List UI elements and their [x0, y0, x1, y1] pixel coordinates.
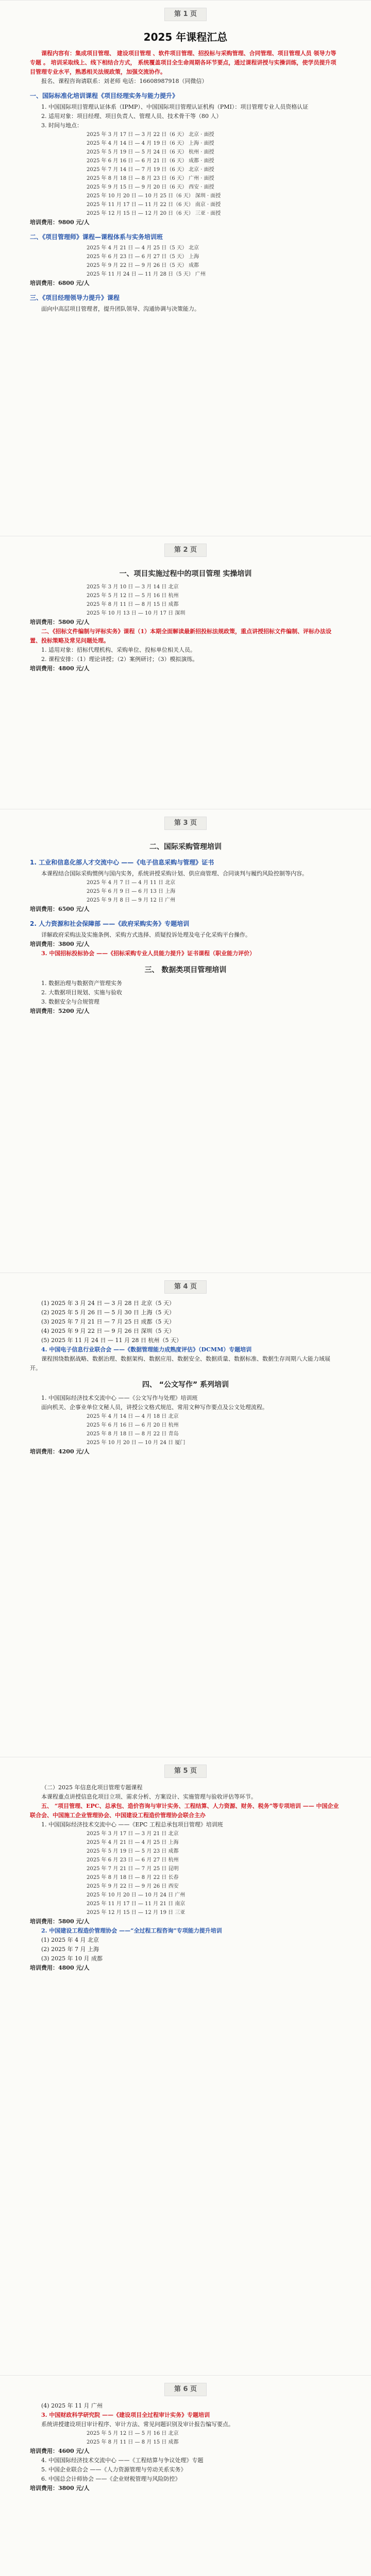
fee-label: 培训费用：5800 元/人: [30, 619, 90, 625]
paragraph: 3. 数据安全与合规管理: [41, 998, 99, 1005]
schedule-line: 2025 年 10 月 13 日 — 10 月 17 日 深圳: [87, 611, 185, 616]
schedule-line: 2025 年 9 月 15 日 — 9 月 20 日（6 天） 西安 · 面授: [87, 184, 214, 190]
paragraph: 1. 数据治理与数据资产管理实务: [41, 980, 122, 987]
paragraph: (3) 2025 年 10 月 成都: [41, 1955, 103, 1962]
highlight-paragraph: 3. 中国招标投标协会 ——《招标采购专业人员能力提升》证书课程（职业能力评价）: [41, 950, 256, 957]
schedule-line: 2025 年 10 月 20 日 — 10 月 24 日 厦门: [87, 1440, 185, 1446]
fee-label: 培训费用：9800 元/人: [30, 219, 90, 226]
schedule-line: 2025 年 8 月 18 日 — 8 月 23 日（6 天） 广州 · 面授: [87, 176, 214, 181]
paragraph: 1. 适用对象：招标代理机构、采购单位、投标单位相关人员。: [41, 647, 196, 653]
paragraph: 本课程结合国际采购惯例与国内实务，系统讲授采购计划、供应商管理、合同谈判与履约风险控制等内容。: [41, 870, 308, 877]
schedule-line: 2025 年 8 月 18 日 — 8 月 22 日 青岛: [87, 1431, 179, 1437]
schedule-line: 2025 年 11 月 17 日 — 11 月 22 日（6 天） 南京 · 面授: [87, 202, 221, 208]
schedule-line: 2025 年 5 月 19 日 — 5 月 23 日 成都: [87, 1849, 179, 1854]
paragraph: 2. 课程安排：（1）理论讲授；（2）案例研讨；（3）模拟演练。: [41, 656, 198, 663]
fee-label: 培训费用：3800 元/人: [30, 941, 90, 947]
highlight-paragraph: 课程内容有：集成项目管理、 建设项目管理 、软件项目管理、招投标与采购管理、合同管理、项目管理人员 领导力等专题 。 培训采取线上、线下相结合方式， 系统覆盖项目全生命周期各环节要点，通过课程讲授与实操训练，使学员提升项目管理专业水平，熟悉相关法规政策，加强交流协作。: [30, 50, 336, 75]
schedule-line: 2025 年 6 月 23 日 — 6 月 27 日（5 天） 上海: [87, 254, 199, 260]
schedule-line: 2025 年 4 月 21 日 — 4 月 25 日（5 天） 北京: [87, 245, 199, 251]
paragraph: 2. 适用对象：项目经理、项目负责人、管理人员、技术骨干等（80 人）: [41, 113, 222, 120]
fee-label: 培训费用：5800 元/人: [30, 1918, 90, 1925]
page-number-tag: [0, 1, 371, 21]
page-number-tag: [0, 809, 371, 830]
page-number: 第 5 页: [164, 1765, 207, 1778]
paragraph: （二）2025 年信息化项目管理专题课程: [41, 1784, 143, 1791]
schedule-line: 2025 年 11 月 24 日 — 11 月 28 日（5 天） 广州: [87, 272, 206, 277]
page-content: [0, 557, 371, 673]
fee-label: 培训费用：6800 元/人: [30, 280, 90, 286]
document-title: 2025 年课程汇总: [143, 31, 228, 43]
schedule-line: 2025 年 11 月 17 日 — 11 月 21 日 南京: [87, 1901, 185, 1907]
schedule-line: 2025 年 6 月 23 日 — 6 月 27 日 杭州: [87, 1857, 179, 1863]
paragraph: 5. 中国企业联合会 ——《人力资源管理与劳动关系实务》: [41, 2466, 187, 2473]
page-number: 第 2 页: [164, 544, 207, 557]
blue-heading: 2. 中国建设工程造价管理协会 ——“全过程工程咨询”专项能力提升培训: [41, 1927, 222, 1934]
paragraph: (3) 2025 年 7 月 21 日 — 7 月 25 日 成都（5 天）: [41, 1318, 175, 1325]
schedule-line: 2025 年 5 月 12 日 — 5 月 16 日 北京: [87, 2431, 179, 2436]
fee-label: 培训费用：5200 元/人: [30, 1008, 90, 1014]
paragraph: 1. 中国国际经济技术交流中心 ——《EPC 工程总承包项目管理》培训班: [41, 1821, 223, 1828]
schedule-line: 2025 年 3 月 17 日 — 3 月 21 日 北京: [87, 1831, 179, 1837]
schedule-line: 2025 年 9 月 8 日 — 9 月 12 日 广州: [87, 897, 176, 903]
section-heading: 三、《项目经理领导力提升》课程: [30, 294, 120, 301]
schedule-line: 2025 年 4 月 7 日 — 4 月 11 日 北京: [87, 880, 176, 886]
page-section: [0, 0, 371, 536]
paragraph: 面向中高层项目管理者，提升团队领导、沟通协调与决策能力。: [41, 306, 200, 312]
paragraph: 2. 大数据项目规划、实施与验收: [41, 989, 122, 996]
chapter-heading: 二、国际采购管理培训: [149, 843, 222, 851]
schedule-line: 2025 年 4 月 14 日 — 4 月 18 日 北京: [87, 1414, 179, 1419]
section-heading: 1. 工业和信息化部人才交流中心 ——《电子信息采购与管理》证书: [30, 859, 214, 866]
paragraph: (1) 2025 年 4 月 北京: [41, 1937, 99, 1943]
section-heading: 二、《项目管理师》课程—课程体系与实务培训班: [30, 233, 163, 241]
page-number-tag: [0, 1757, 371, 1778]
page-section: [0, 809, 371, 1273]
page-number-tag: [0, 536, 371, 557]
schedule-line: 2025 年 9 月 22 日 — 9 月 26 日（5 天） 成都: [87, 263, 199, 268]
paragraph: 4. 中国国际经济技术交流中心 ——《工程结算与争议处理》专题: [41, 2457, 204, 2464]
paragraph: 3. 时间与地点：: [41, 122, 82, 129]
paragraph: 6. 中国总会计师协会 ——《企业财税管理与风险防控》: [41, 2476, 181, 2482]
fee-label: 培训费用：3800 元/人: [30, 2485, 90, 2492]
chapter-heading: 四、 “公文写作” 系列培训: [142, 1381, 229, 1389]
schedule-line: 2025 年 12 月 15 日 — 12 月 20 日（6 天） 三亚 · 面授: [87, 211, 221, 216]
schedule-line: 2025 年 3 月 10 日 — 3 月 14 日 北京: [87, 584, 179, 590]
blue-heading: 4. 中国电子信息行业联合会 ——《数据管理能力成熟度评估》（DCMM）专题培训: [41, 1346, 252, 1353]
paragraph: (4) 2025 年 11 月 广州: [41, 2402, 103, 2409]
schedule-line: 2025 年 3 月 17 日 — 3 月 22 日（6 天） 北京 · 面授: [87, 132, 214, 138]
schedule-line: 2025 年 10 月 20 日 — 10 月 25 日（6 天） 深圳 · 面授: [87, 193, 221, 199]
paragraph: (1) 2025 年 3 月 24 日 — 3 月 28 日 北京（5 天）: [41, 1300, 175, 1307]
fee-label: 培训费用：4600 元/人: [30, 2448, 90, 2454]
fee-label: 培训费用：4800 元/人: [30, 1964, 90, 1971]
fee-label: 培训费用：6500 元/人: [30, 906, 90, 912]
page-content: [0, 21, 371, 314]
page-number-tag: [0, 1273, 371, 1294]
section-heading: 2. 人力资源和社会保障部 ——《政府采购实务》专题培训: [30, 920, 190, 927]
fee-label: 培训费用：4800 元/人: [30, 665, 90, 672]
schedule-line: 2025 年 8 月 11 日 — 8 月 15 日 成都: [87, 2439, 179, 2445]
schedule-line: 2025 年 7 月 21 日 — 7 月 25 日 昆明: [87, 1866, 179, 1872]
schedule-line: 2025 年 6 月 16 日 — 6 月 21 日（6 天） 成都 · 面授: [87, 158, 214, 164]
highlight-paragraph: 二、《招标文件编制与评标实务》课程（1）本期全面解读最新招投标法规政策，重点讲授招标文件编制、评标办法设置、投标策略及常见问题处理。: [30, 628, 332, 644]
page-content: [0, 1778, 371, 1973]
schedule-line: 2025 年 5 月 12 日 — 5 月 16 日 杭州: [87, 593, 179, 599]
paragraph: (2) 2025 年 5 月 26 日 — 5 月 30 日 上海（5 天）: [41, 1309, 175, 1316]
schedule-line: 2025 年 8 月 18 日 — 8 月 22 日 长春: [87, 1875, 179, 1880]
page-number: 第 1 页: [164, 8, 207, 21]
paragraph: 1. 中国国际经济技术交流中心 ——《公文写作与处理》培训班: [41, 1395, 198, 1401]
schedule-line: 2025 年 4 月 21 日 — 4 月 25 日 上海: [87, 1840, 179, 1845]
paragraph: (4) 2025 年 9 月 22 日 — 9 月 26 日 深圳（5 天）: [41, 1328, 175, 1334]
schedule-line: 2025 年 6 月 16 日 — 6 月 20 日 杭州: [87, 1422, 179, 1428]
highlight-paragraph: 3. 中国财政科学研究院 ——《建设项目全过程审计实务》专题培训: [41, 2412, 210, 2418]
page-number: 第 3 页: [164, 817, 207, 830]
schedule-line: 2025 年 5 月 19 日 — 5 月 24 日（6 天） 杭州 · 面授: [87, 149, 214, 155]
page-content: [0, 830, 371, 1016]
highlight-paragraph: 五、 “项目管理、EPC、总承包、造价咨询与审计实务、工程结算、人力资源、财务、税务”等专项培训 —— 中国企业联合会、中国施工企业管理协会、中国建设工程造价管理协会联合主办: [30, 1803, 339, 1819]
paragraph: 详解政府采购法及实施条例、采购方式选择、质疑投诉处理及电子化采购平台操作。: [41, 931, 251, 938]
page-number: 第 4 页: [164, 1280, 207, 1294]
schedule-line: 2025 年 10 月 20 日 — 10 月 24 日 广州: [87, 1892, 185, 1898]
schedule-line: 2025 年 6 月 9 日 — 6 月 13 日 上海: [87, 889, 176, 894]
section-heading: 一、国际标准化培训课程《项目经理实务与能力提升》: [30, 92, 179, 99]
page-section: [0, 1757, 371, 2375]
chapter-heading: 三、 数据类项目管理培训: [144, 966, 227, 974]
page-section: [0, 1273, 371, 1757]
chapter-heading: 一、项目实施过程中的项目管理 实操培训: [119, 570, 252, 578]
paragraph: 本课程重点讲授信息化项目立项、需求分析、方案设计、实施管理与验收评估等环节。: [41, 1793, 257, 1800]
paragraph: 面向机关、企事业单位文秘人员，讲授公文格式规范、常用文种写作要点及公文处理流程。: [41, 1404, 268, 1411]
page-content: [0, 1294, 371, 1456]
paragraph: 1. 中国国际项目管理认证体系（IPMP）、中国国际项目管理认证机构（PMI）：项目管理专业人员资格认证: [41, 104, 309, 110]
paragraph: (2) 2025 年 7 月 上海: [41, 1946, 99, 1953]
page-number: 第 6 页: [164, 2383, 207, 2396]
schedule-line: 2025 年 7 月 14 日 — 7 月 19 日（6 天） 北京 · 面授: [87, 167, 214, 173]
paragraph: 报名、课程咨询请联系：刘老师 电话：16608987918（同微信）: [41, 78, 208, 84]
page-content: [0, 2396, 371, 2493]
schedule-line: 2025 年 8 月 11 日 — 8 月 15 日 成都: [87, 602, 179, 607]
fee-label: 培训费用：4200 元/人: [30, 1448, 90, 1455]
paragraph: 系统讲授建设项目审计程序、审计方法、常见问题识别及审计报告编写要点。: [41, 2421, 234, 2428]
schedule-line: 2025 年 9 月 22 日 — 9 月 26 日 西安: [87, 1884, 179, 1889]
page-section: [0, 2375, 371, 2576]
page-section: [0, 536, 371, 809]
page-number-tag: [0, 2376, 371, 2396]
schedule-line: 2025 年 4 月 14 日 — 4 月 19 日（6 天） 上海 · 面授: [87, 141, 214, 146]
schedule-line: 2025 年 12 月 15 日 — 12 月 19 日 三亚: [87, 1910, 185, 1916]
paragraph: (5) 2025 年 11 月 24 日 — 11 月 28 日 杭州（5 天）: [41, 1337, 182, 1344]
paragraph: 课程围绕数据战略、数据治理、数据架构、数据应用、数据安全、数据质量、数据标准、数据生存周期八大能力域展开。: [30, 1355, 330, 1371]
